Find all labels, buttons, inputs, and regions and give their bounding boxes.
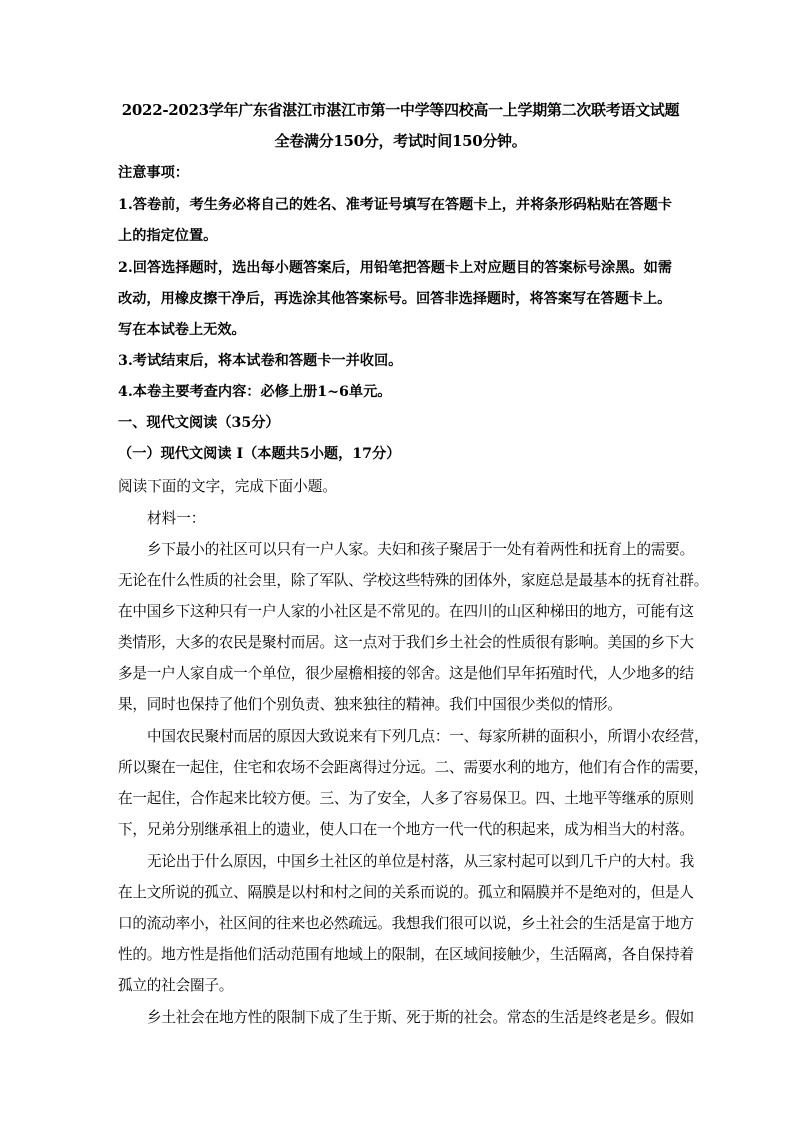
passage-line: 在一起住，合作起来比较方便。三、为了安全，人多了容易保卫。四、土地平等继承的原则 [118,790,694,807]
notice-line: 3.考试结束后，将本试卷和答题卡一并收回。 [118,353,403,369]
passage-line: 乡土社会在地方性的限制下成了生于斯、死于斯的社会。常态的生活是终老是乡。假如 [147,1009,694,1026]
notice-line: 写在本试卷上无效。 [118,322,246,338]
notice-line: 改动，用橡皮擦干净后，再选涂其他答案标号。回答非选择题时，将答案写在答题卡上。 [118,291,672,307]
notice-line: 上的指定位置。 [118,228,218,244]
reading-instruction: 阅读下面的文字，完成下面小题。 [118,478,337,495]
passage-line: 在上文所说的孤立、隔膜是以村和村之间的关系而说的。孤立和隔膜并不是绝对的，但是人 [118,884,694,901]
passage-line: 果，同时也保持了他们个别负责、独来独往的精神。我们中国很少类似的情形。 [118,696,622,713]
passage-line: 多是一户人家自成一个单位，很少屋檐相接的邻舍。这是他们早年拓殖时代，人少地多的结 [118,665,694,682]
material-label: 材料一： [147,510,206,527]
passage-line: 下，兄弟分别继承祖上的遗业，使人口在一个地方一代一代的积起来，成为相当大的村落。 [118,821,694,838]
notice-line: 4.本卷主要考查内容：必修上册1~6单元。 [118,384,392,400]
passage-line: 在中国乡下这种只有一户人家的小社区是不常见的。在四川的山区种梯田的地方，可能有这 [118,603,694,620]
exam-title: 2022-2023学年广东省湛江市湛江市第一中学等四校高一上学期第二次联考语文试题 [121,101,680,119]
passage-line: 类情形，大多的农民是聚村而居。这一点对于我们乡土社会的性质很有影响。美国的乡下大 [118,634,694,651]
section-heading: 一、现代文阅读（35分） [118,415,280,431]
passage-line: 口的流动率小，社区间的往来也必然疏远。我想我们很可以说，乡土社会的生活是富于地方 [118,915,694,932]
section-subheading: （一）现代文阅读 I（本题共5小题，17分） [118,446,401,462]
passage-line: 乡下最小的社区可以只有一户人家。夫妇和孩子聚居于一处有着两性和抚育上的需要。 [147,541,694,558]
passage-line: 孤立的社会圈子。 [118,977,234,994]
passage-line: 无论在什么性质的社会里，除了军队、学校这些特殊的团体外，家庭总是最基本的抚育社群。 [118,572,709,589]
passage-line: 所以聚在一起住，住宅和农场不会距离得过分远。二、需要水利的地方，他们有合作的需要， [118,759,709,776]
notice-line: 2.回答选择题时，选出每小题答案后，用铅笔把答题卡上对应题目的答案标号涂黑。如需 [118,260,672,276]
exam-subtitle: 全卷满分150分，考试时间150分钟。 [274,132,527,150]
notice-line: 1.答卷前，考生务必将自己的姓名、准考证号填写在答题卡上，并将条形码粘贴在答题卡 [118,197,672,213]
passage-line: 无论出于什么原因，中国乡土社区的单位是村落，从三家村起可以到几千户的大村。我 [147,853,694,870]
passage-line: 中国农民聚村而居的原因大致说来有下列几点：一、每家所耕的面积小，所谓小农经营， [147,728,709,745]
notice-heading: 注意事项： [118,165,189,181]
passage-line: 性的。地方性是指他们活动范围有地域上的限制，在区域间接触少，生活隔离，各自保持着 [118,946,694,963]
